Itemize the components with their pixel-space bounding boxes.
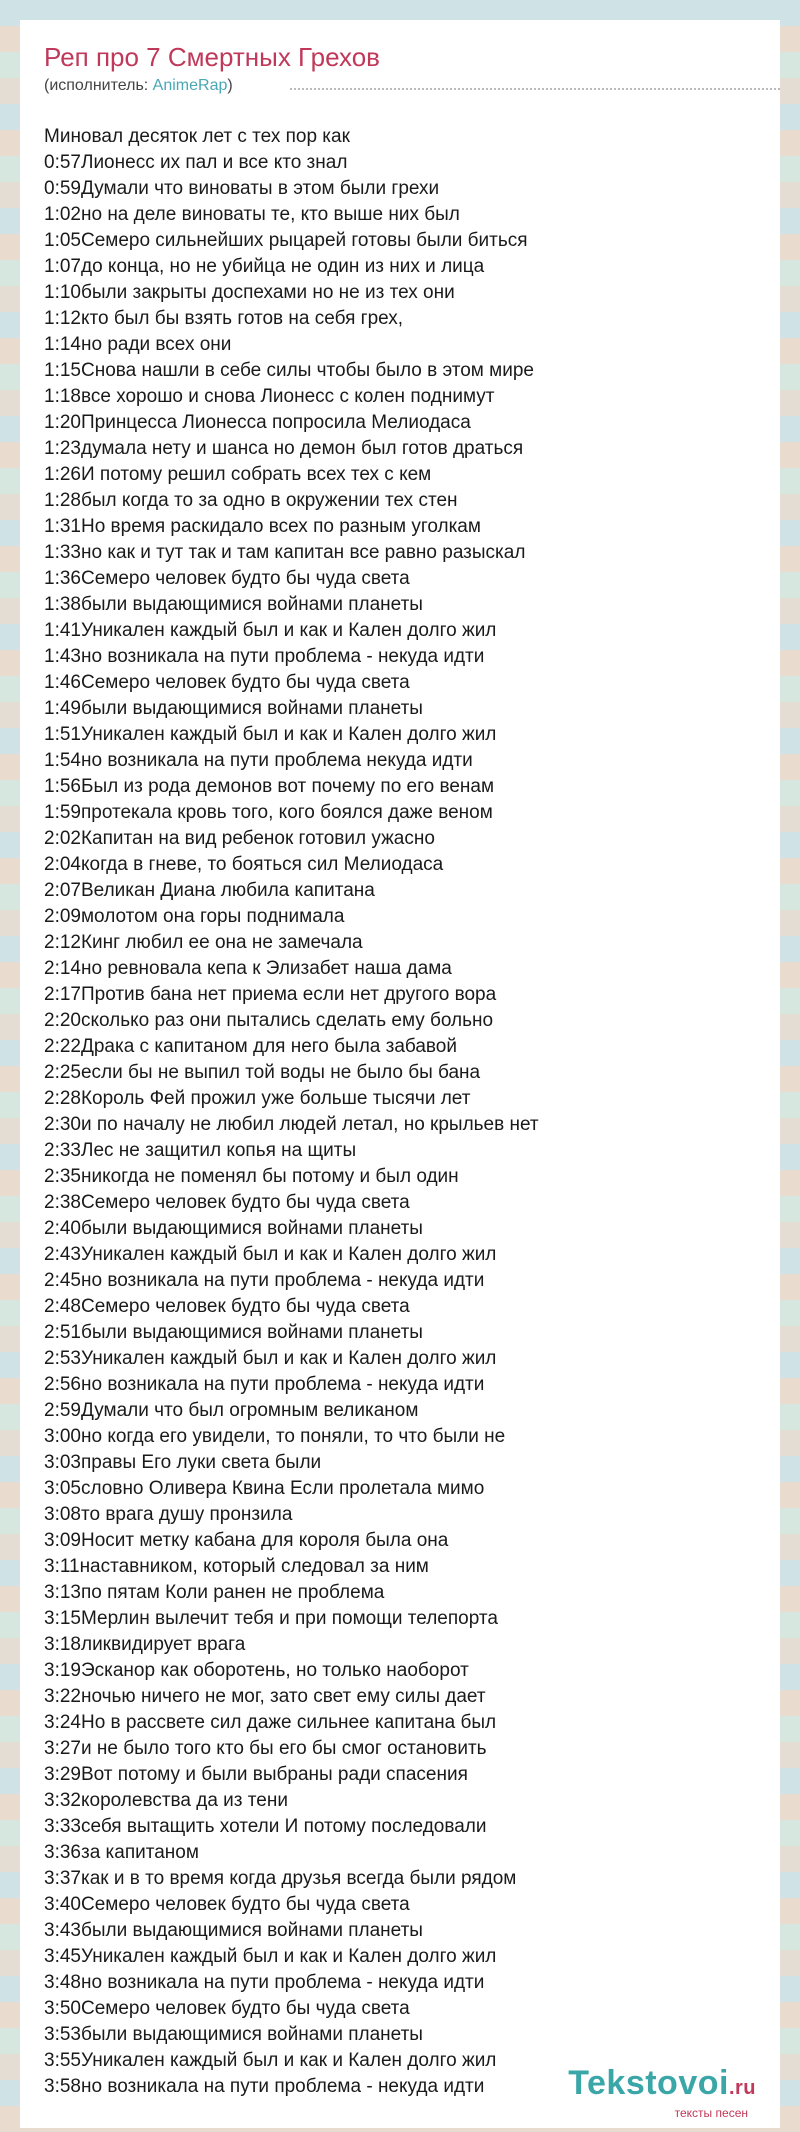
lyric-line: 2:28Король Фей прожил уже больше тысячи лет [44,1088,471,1109]
logo-wordmark [568,2065,756,2106]
lyric-line: 1:05Семеро сильнейших рыцарей готовы были биться [44,230,528,251]
lyric-line: 1:26И потому решил собрать всех тех с кем [44,464,432,485]
lyric-line: 3:53были выдающимися войнами планеты [44,2024,423,2045]
lyric-line: 2:09молотом она горы поднимала [44,906,345,927]
lyric-line: 1:56Был из рода демонов вот почему по его венам [44,776,495,797]
lyric-line: 1:43но возникала на пути проблема - некуда идти [44,646,485,667]
dotted-divider [290,88,780,90]
lyric-line: 3:55Уникален каждый был и как и Кален долго жил [44,2050,497,2071]
lyric-line: 1:49были выдающимися войнами планеты [44,698,423,719]
lyric-line: 1:36Семеро человек будто бы чуда света [44,568,410,589]
lyric-line: 1:12кто был бы взять готов на себя грех, [44,308,404,329]
lyric-line: 3:45Уникален каждый был и как и Кален долго жил [44,1946,497,1967]
lyric-line: 3:43были выдающимися войнами планеты [44,1920,423,1941]
lyric-line: 1:31Но время раскидало всех по разным уголкам [44,516,481,537]
lyric-line: 1:02но на деле виноваты те, кто выше них был [44,204,460,225]
performer-prefix: (исполнитель: [44,77,153,94]
lyric-line: 2:56но возникала на пути проблема - некуда идти [44,1374,485,1395]
lyric-line: 3:32королевства да из тени [44,1790,288,1811]
lyric-line: 3:27и не было того кто бы его бы смог остановить [44,1738,487,1759]
lyric-line: 3:58но возникала на пути проблема - некуда идти [44,2076,485,2097]
lyric-line: 1:28был когда то за одно в окружении тех стен [44,490,458,511]
lyric-line: 3:09Носит метку кабана для короля была она [44,1530,449,1551]
performer-link[interactable]: AnimeRap [152,77,228,94]
logo-main-text: Tekstovoi [568,2064,729,2102]
lyric-line: 3:24Но в рассвете сил даже сильнее капитана был [44,1712,497,1733]
lyric-line: 3:05словно Оливера Квина Если пролетала мимо [44,1478,485,1499]
lyric-line: 3:33себя вытащить хотели И потому последовали [44,1816,487,1837]
lyric-line: 1:54но возникала на пути проблема некуда идти [44,750,473,771]
lyric-line: 1:51Уникален каждый был и как и Кален долго жил [44,724,497,745]
lyric-line: 1:41Уникален каждый был и как и Кален долго жил [44,620,497,641]
lyric-line: 2:40были выдающимися войнами планеты [44,1218,423,1239]
lyric-line: 3:48но возникала на пути проблема - некуда идти [44,1972,485,1993]
lyric-line: 2:17Против бана нет приема если нет другого вора [44,984,497,1005]
lyric-line: 2:59Думали что был огромным великаном [44,1400,419,1421]
lyric-line: 2:07Великан Диана любила капитана [44,880,375,901]
lyric-line: 1:33но как и тут так и там капитан все равно разыскал [44,542,526,563]
lyric-line: 1:15Снова нашли в себе силы чтобы было в этом мире [44,360,534,381]
lyric-line: 3:13по пятам Коли ранен не проблема [44,1582,385,1603]
lyric-line: 3:08то врага душу пронзила [44,1504,293,1525]
lyric-line: 0:57Лионесс их пал и все кто знал [44,152,348,173]
lyric-line: 3:03правы Его луки света были [44,1452,322,1473]
site-logo[interactable] [568,2065,756,2120]
lyric-line: 2:53Уникален каждый был и как и Кален долго жил [44,1348,497,1369]
lyric-line: 2:22Драка с капитаном для него была забавой [44,1036,457,1057]
lyric-line: 1:59протекала кровь того, кого боялся даже веном [44,802,493,823]
lyric-line: 3:37как и в то время когда друзья всегда были рядом [44,1868,517,1889]
lyric-line: 2:33Лес не защитил копья на щиты [44,1140,357,1161]
lyric-line: 3:00но когда его увидели, то поняли, то что были не [44,1426,506,1447]
lyric-line: 2:51были выдающимися войнами планеты [44,1322,423,1343]
logo-suffix: .ru [728,2077,756,2099]
lyric-line: 3:50Семеро человек будто бы чуда света [44,1998,410,2019]
lyric-line: Миновал десяток лет с тех пор как [44,126,350,147]
performer-line [44,76,780,96]
lyric-line: 1:38были выдающимися войнами планеты [44,594,423,615]
lyric-line: 3:40Семеро человек будто бы чуда света [44,1894,410,1915]
lyric-line: 3:22ночью ничего не мог, зато свет ему силы дает [44,1686,486,1707]
lyric-line: 3:19Эсканор как оборотень, но только наоборот [44,1660,469,1681]
lyric-line: 2:35никогда не поменял бы потому и был один [44,1166,459,1187]
lyric-line: 2:25если бы не выпил той воды не было бы бана [44,1062,481,1083]
lyric-line: 2:43Уникален каждый был и как и Кален долго жил [44,1244,497,1265]
song-title: Реп про 7 Смертных Грехов [44,42,380,72]
lyric-line: 3:18ликвидирует врага [44,1634,246,1655]
lyric-line: 0:59Думали что виноваты в этом были грехи [44,178,440,199]
page-sheet [20,20,780,2128]
lyric-line: 3:15Мерлин вылечит тебя и при помощи телепорта [44,1608,498,1629]
lyric-line: 2:20сколько раз они пытались сделать ему больно [44,1010,494,1031]
lyric-line: 1:46Семеро человек будто бы чуда света [44,672,410,693]
lyric-line: 2:45но возникала на пути проблема - некуда идти [44,1270,485,1291]
lyrics-list [44,124,780,2100]
lyric-line: 1:14но ради всех они [44,334,232,355]
lyric-line: 1:20Принцесса Лионесса попросила Мелиодаса [44,412,471,433]
lyric-line: 2:14но ревновала кепа к Элизабет наша дама [44,958,452,979]
lyric-line: 1:18все хорошо и снова Лионесс с колен поднимут [44,386,495,407]
lyric-line: 1:10были закрыты доспехами но не из тех они [44,282,455,303]
lyric-line: 2:30и по началу не любил людей летал, но крыльев нет [44,1114,539,1135]
logo-tagline: тексты песен [674,2106,748,2120]
lyric-line: 3:36за капитаном [44,1842,199,1863]
performer-suffix: ) [227,77,233,94]
lyric-line: 3:29Вот потому и были выбраны ради спасения [44,1764,468,1785]
lyric-line: 2:12Кинг любил ее она не замечала [44,932,363,953]
lyric-line: 2:04когда в гневе, то бояться сил Мелиодаса [44,854,444,875]
lyric-line: 2:38Семеро человек будто бы чуда света [44,1192,410,1213]
lyric-line: 3:11наставником, который следовал за ним [44,1556,429,1577]
lyric-line: 1:23думала нету и шанса но демон был готов драться [44,438,524,459]
lyric-line: 2:48Семеро человек будто бы чуда света [44,1296,410,1317]
lyric-line: 2:02Капитан на вид ребенок готовил ужасно [44,828,435,849]
lyric-line: 1:07до конца, но не убийца не один из них и лица [44,256,485,277]
